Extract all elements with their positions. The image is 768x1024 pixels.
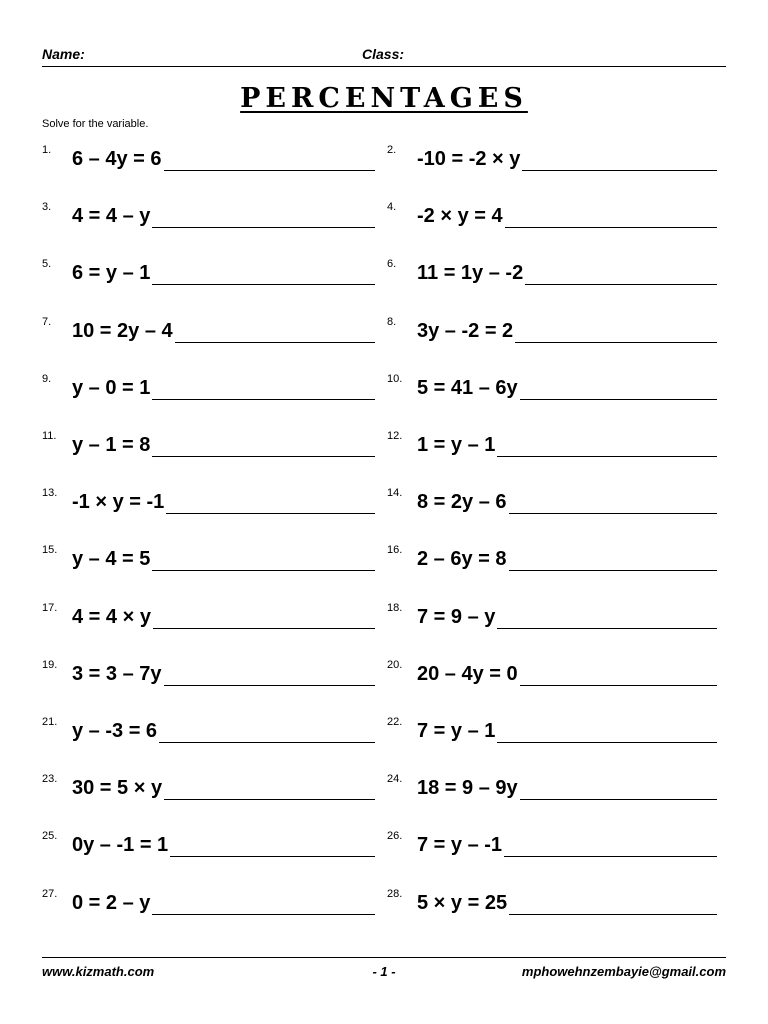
problem-equation: -10 = -2 × y [417,148,521,170]
answer-line[interactable] [153,607,375,629]
answer-line[interactable] [152,378,375,400]
answer-line[interactable] [509,549,717,571]
problem-item [387,314,717,346]
problem-number: 15. [42,544,58,556]
problem-item [42,199,375,231]
class-label: Class: [362,46,405,62]
problem-number: 22. [387,716,403,728]
problem-number: 11. [42,430,57,442]
problem-item [42,485,375,517]
problem-equation: 11 = 1y – -2 [417,262,524,284]
problem-item [42,714,375,746]
page-footer [42,957,726,988]
problem-number: 27. [42,888,58,900]
answer-line[interactable] [505,206,717,228]
problem-item [42,542,375,574]
answer-line[interactable] [164,778,375,800]
problem-number: 20. [387,659,403,671]
answer-line[interactable] [152,549,375,571]
problem-number: 18. [387,602,403,614]
problem-item [387,199,717,231]
problem-item [387,828,717,860]
answer-line[interactable] [497,607,717,629]
problem-number: 3. [42,201,52,213]
answer-line[interactable] [509,893,717,915]
problem-item [387,542,717,574]
problem-number: 13. [42,487,58,499]
problem-number: 26. [387,830,403,842]
answer-line[interactable] [175,321,375,343]
answer-line[interactable] [497,721,717,743]
answer-line[interactable] [152,206,375,228]
problem-equation: -1 × y = -1 [72,491,165,513]
problem-equation: y – 4 = 5 [72,548,151,570]
answer-line[interactable] [509,492,717,514]
answer-line[interactable] [515,321,717,343]
answer-line[interactable] [164,149,375,171]
problem-equation: 7 = y – -1 [417,834,503,856]
problem-equation: 20 – 4y = 0 [417,663,518,685]
problem-item [387,428,717,460]
problem-equation: 4 = 4 – y [72,205,151,227]
problem-item [387,371,717,403]
problem-number: 7. [42,316,52,328]
problem-equation: 8 = 2y – 6 [417,491,507,513]
problem-number: 1. [42,144,52,156]
footer-email: mphowehnzembayie@gmail.com [521,964,726,979]
answer-line[interactable] [522,149,717,171]
problem-equation: -2 × y = 4 [417,205,503,227]
problem-number: 14. [387,487,403,499]
problem-number: 25. [42,830,58,842]
problem-item [42,371,375,403]
problem-item [387,600,717,632]
problem-item [387,771,717,803]
problem-number: 4. [387,201,397,213]
problem-item [42,771,375,803]
problem-equation: y – 0 = 1 [72,377,151,399]
problem-number: 24. [387,773,403,785]
problem-equation: 2 – 6y = 8 [417,548,507,570]
problem-equation: 10 = 2y – 4 [72,320,173,342]
problem-equation: 5 = 41 – 6y [417,377,518,399]
problem-item [387,714,717,746]
problem-equation: 6 – 4y = 6 [72,148,162,170]
problem-item [42,256,375,288]
problem-number: 16. [387,544,403,556]
footer-website: www.kizmath.com [42,964,155,979]
problem-equation: 3 = 3 – 7y [72,663,162,685]
problem-item [42,828,375,860]
problem-item [387,886,717,918]
answer-line[interactable] [497,435,717,457]
problem-item [42,142,375,174]
problem-equation: 5 × y = 25 [417,892,508,914]
problem-item [42,886,375,918]
page-title: PERCENTAGES [240,83,528,114]
problem-number: 8. [387,316,397,328]
problem-number: 21. [42,716,58,728]
footer-page-number: - 1 - [372,964,396,979]
answer-line[interactable] [166,492,375,514]
problem-item [42,600,375,632]
problem-number: 17. [42,602,58,614]
page-title-wrap [0,83,768,114]
problem-number: 28. [387,888,403,900]
problem-equation: 7 = 9 – y [417,606,496,628]
problem-number: 12. [387,430,403,442]
problem-item [387,142,717,174]
answer-line[interactable] [520,378,717,400]
problem-item [42,428,375,460]
problem-item [42,657,375,689]
answer-line[interactable] [164,664,375,686]
name-label: Name: [42,46,85,62]
answer-line[interactable] [520,778,717,800]
answer-line[interactable] [159,721,375,743]
problem-item [387,657,717,689]
instructions: Solve for the variable. [42,118,149,130]
problem-equation: 3y – -2 = 2 [417,320,514,342]
answer-line[interactable] [152,435,375,457]
problem-equation: 4 = 4 × y [72,606,151,628]
problem-number: 10. [387,373,403,385]
answer-line[interactable] [152,893,375,915]
problem-equation: 18 = 9 – 9y [417,777,518,799]
problem-item [42,314,375,346]
problem-number: 5. [42,258,52,270]
problem-item [387,485,717,517]
problem-number: 6. [387,258,397,270]
answer-line[interactable] [525,263,717,285]
problem-equation: 7 = y – 1 [417,720,496,742]
problem-number: 23. [42,773,58,785]
problem-equation: 30 = 5 × y [72,777,163,799]
problem-item [387,256,717,288]
problem-number: 9. [42,373,52,385]
student-header [42,44,726,67]
answer-line[interactable] [152,263,375,285]
problem-equation: 1 = y – 1 [417,434,496,456]
answer-line[interactable] [504,835,717,857]
answer-line[interactable] [170,835,375,857]
problem-equation: 0y – -1 = 1 [72,834,169,856]
problem-equation: y – 1 = 8 [72,434,151,456]
problem-equation: 0 = 2 – y [72,892,151,914]
problem-number: 2. [387,144,397,156]
problem-equation: 6 = y – 1 [72,262,151,284]
problem-equation: y – -3 = 6 [72,720,158,742]
problem-number: 19. [42,659,58,671]
answer-line[interactable] [520,664,717,686]
